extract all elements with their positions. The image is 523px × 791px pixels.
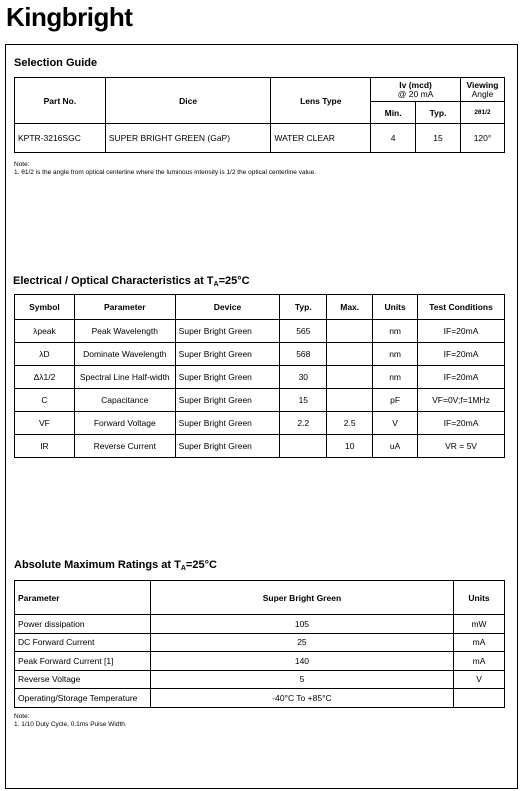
electrical-cell: pF (373, 389, 418, 412)
absolute-note (14, 713, 127, 729)
table-row (15, 633, 505, 652)
brand-logo: Kingbright (6, 2, 133, 32)
electrical-cell: 30 (280, 366, 327, 389)
electrical-cell: IF=20mA (418, 343, 505, 366)
electrical-cell: Capacitance (74, 389, 175, 412)
table-row (15, 435, 505, 458)
absolute-cell (454, 689, 505, 708)
header-lens-type: Lens Type (271, 78, 371, 124)
table-row (15, 343, 505, 366)
electrical-table (14, 294, 505, 458)
cell-iv-min: 4 (371, 124, 416, 153)
electrical-cell: Super Bright Green (175, 366, 280, 389)
electrical-title-suffix: =25°C (218, 275, 250, 287)
table-row (15, 689, 505, 708)
absolute-cell: DC Forward Current (15, 633, 151, 652)
absolute-cell: mA (454, 633, 505, 652)
header-theta: 2θ1/2 (460, 102, 504, 124)
electrical-cell: Super Bright Green (175, 343, 280, 366)
electrical-title-prefix: Electrical / Optical Characteristics at T (13, 275, 214, 287)
electrical-cell: 15 (280, 389, 327, 412)
absolute-cell: 25 (150, 633, 453, 652)
electrical-cell: Δλ1/2 (15, 366, 75, 389)
table-row (15, 389, 505, 412)
header-iv-condition: @ 20 mA (397, 88, 434, 99)
cell-part-no: KPTR-3216SGC (15, 124, 106, 153)
electrical-cell: nm (373, 366, 418, 389)
electrical-cell (327, 320, 373, 343)
cell-dice: SUPER BRIGHT GREEN (GaP) (105, 124, 271, 153)
cell-lens: WATER CLEAR (271, 124, 371, 153)
absolute-cell: mW (454, 615, 505, 634)
electrical-cell: VF (15, 412, 75, 435)
electrical-cell: λD (15, 343, 75, 366)
electrical-cell: Reverse Current (74, 435, 175, 458)
electrical-cell: VR = 5V (418, 435, 505, 458)
absolute-cell: 5 (150, 670, 453, 689)
absolute-cell: Power dissipation (15, 615, 151, 634)
electrical-cell: IF=20mA (418, 412, 505, 435)
electrical-title (13, 275, 250, 288)
table-row (15, 412, 505, 435)
absolute-cell: Peak Forward Current [1] (15, 652, 151, 671)
electrical-cell: Super Bright Green (175, 320, 280, 343)
table-row (15, 366, 505, 389)
electrical-cell: Dominate Wavelength (74, 343, 175, 366)
absolute-title-sub: A (180, 565, 186, 572)
absolute-title-suffix: =25°C (185, 559, 217, 571)
electrical-cell: uA (373, 435, 418, 458)
header-iv (371, 78, 461, 102)
electrical-cell: IF=20mA (418, 366, 505, 389)
header-typ: Typ. (416, 102, 461, 124)
electrical-cell: Super Bright Green (175, 412, 280, 435)
electrical-cell: Peak Wavelength (74, 320, 175, 343)
header-viewing-label: Viewing (466, 79, 499, 90)
absolute-cell: Operating/Storage Temperature (15, 689, 151, 708)
electrical-header-1: Parameter (74, 295, 175, 320)
electrical-cell (280, 435, 327, 458)
absolute-header-2: Units (454, 581, 505, 615)
electrical-cell: Spectral Line Half-width (74, 366, 175, 389)
selection-note-title: Note: (14, 161, 30, 168)
absolute-ratings-table (14, 580, 505, 708)
selection-note-text: 1. θ1/2 is the angle from optical centerline where the luminous intensity is 1/2 the optical centerline value. (14, 169, 317, 176)
header-iv-label: Iv (mcd) (399, 79, 432, 90)
selection-guide-table (14, 77, 505, 153)
header-viewing (460, 78, 504, 102)
electrical-cell (327, 389, 373, 412)
electrical-header-2: Device (175, 295, 280, 320)
absolute-header-1: Super Bright Green (150, 581, 453, 615)
electrical-header-5: Units (373, 295, 418, 320)
absolute-cell: 105 (150, 615, 453, 634)
electrical-cell: nm (373, 320, 418, 343)
electrical-cell: Super Bright Green (175, 435, 280, 458)
absolute-cell: V (454, 670, 505, 689)
selection-guide-title: Selection Guide (14, 57, 98, 69)
electrical-header-6: Test Conditions (418, 295, 505, 320)
electrical-cell: Super Bright Green (175, 389, 280, 412)
table-row (15, 320, 505, 343)
table-row (15, 615, 505, 634)
absolute-cell: Reverse Voltage (15, 670, 151, 689)
cell-viewing-angle: 120° (460, 124, 504, 153)
electrical-cell: 10 (327, 435, 373, 458)
absolute-note-title: Note: (14, 713, 30, 720)
header-min: Min. (371, 102, 416, 124)
electrical-cell: IF=20mA (418, 320, 505, 343)
absolute-cell: mA (454, 652, 505, 671)
absolute-title (14, 559, 217, 572)
header-dice: Dice (105, 78, 271, 124)
header-part-no: Part No. (15, 78, 106, 124)
electrical-cell: IR (15, 435, 75, 458)
electrical-cell: VF=0V;f=1MHz (418, 389, 505, 412)
cell-iv-typ: 15 (416, 124, 461, 153)
electrical-cell: 565 (280, 320, 327, 343)
table-row (15, 652, 505, 671)
electrical-cell (327, 366, 373, 389)
absolute-header-0: Parameter (15, 581, 151, 615)
electrical-cell: nm (373, 343, 418, 366)
absolute-cell: -40°C To +85°C (150, 689, 453, 708)
header-angle-label: Angle (471, 88, 494, 99)
electrical-cell: λpeak (15, 320, 75, 343)
electrical-cell (327, 343, 373, 366)
absolute-cell: 140 (150, 652, 453, 671)
electrical-cell: C (15, 389, 75, 412)
absolute-title-prefix: Absolute Maximum Ratings at T (14, 559, 181, 571)
electrical-cell: 568 (280, 343, 327, 366)
electrical-cell: 2.5 (327, 412, 373, 435)
electrical-cell: 2.2 (280, 412, 327, 435)
selection-note (14, 161, 316, 177)
absolute-note-text: 1. 1/10 Duty Cycle, 0.1ms Pulse Width. (14, 721, 127, 728)
electrical-header-0: Symbol (15, 295, 75, 320)
electrical-header-4: Max. (327, 295, 373, 320)
electrical-title-sub: A (213, 281, 219, 288)
table-row (15, 670, 505, 689)
electrical-cell: Forward Voltage (74, 412, 175, 435)
electrical-header-3: Typ. (280, 295, 327, 320)
electrical-cell: V (373, 412, 418, 435)
